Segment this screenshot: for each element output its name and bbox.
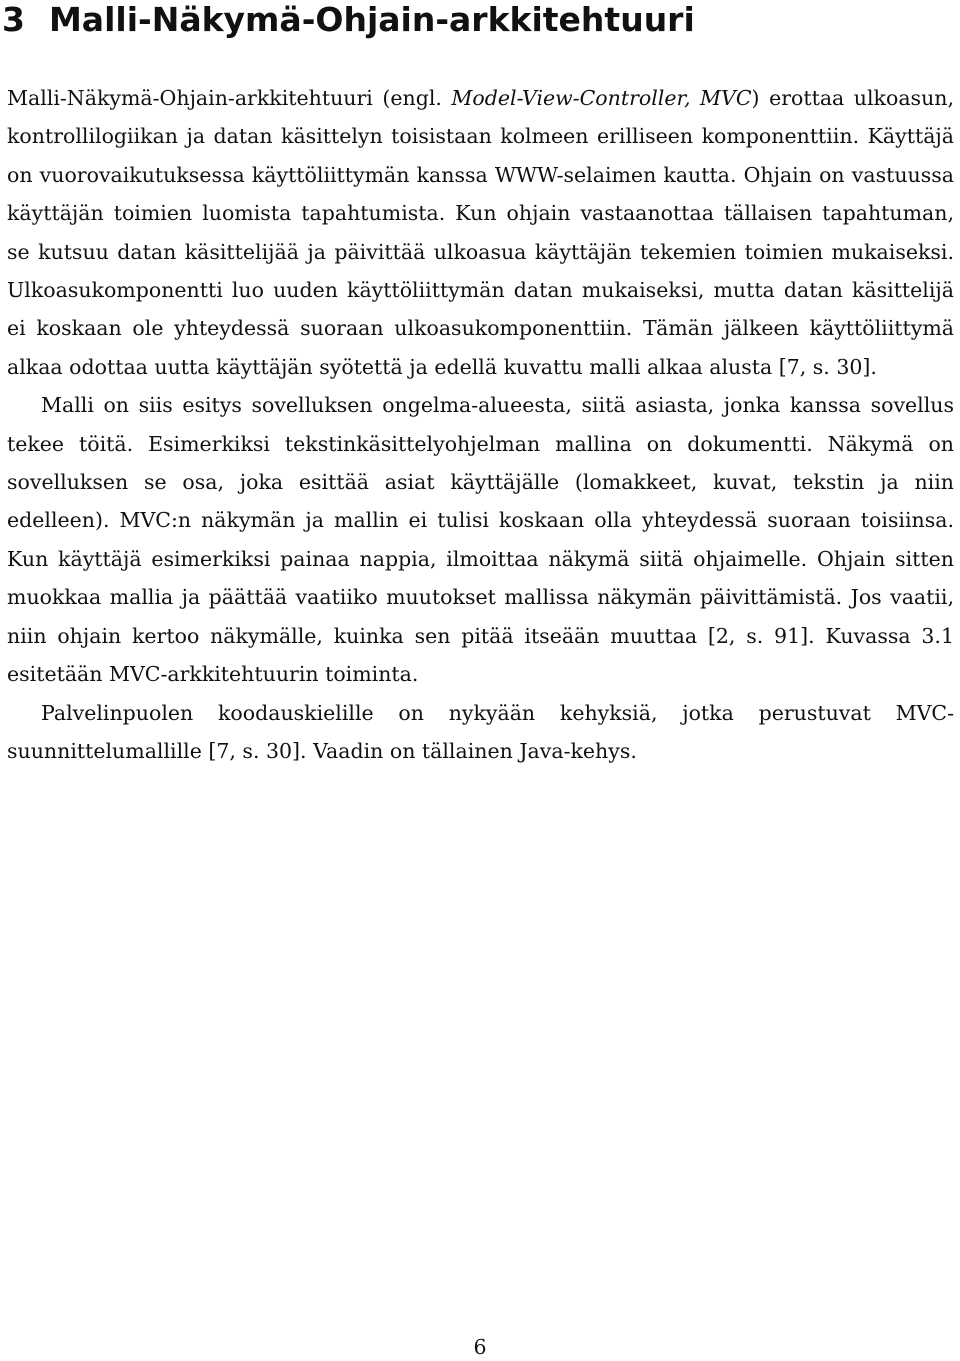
section-title: Malli-Näkymä-Ohjain-arkkitehtuuri: [48, 0, 695, 39]
paragraph-mvc-intro: [7, 79, 954, 386]
page-number: 6: [473, 1335, 487, 1359]
body-text: [7, 79, 954, 770]
mvc-english-term: Model-View-Controller, MVC: [451, 86, 752, 110]
paragraph-model-view: Malli on siis esitys sovelluksen ongelma-alueesta, siitä asiasta, jonka kanssa sovellus tekee töitä. Esimerkiksi tekstinkäsittelyohjelman mallina on dokumentti. Näkymä on sovelluksen se osa, joka esittää asiat käyttäjälle (lomakkeet, kuvat, tekstin ja niin edelleen). MVC:n näkymän ja mallin ei tulisi koskaan olla yhteydessä suoraan toisiinsa. Kun käyttäjä esimerkiksi painaa nappia, ilmoittaa näkymä siitä ohjaimelle. Ohjain sitten muokkaa mallia ja päättää vaatiiko muutokset mallissa näkymän päivittämistä. Jos vaatii, niin ohjain kertoo näkymälle, kuinka sen pitää itseään muuttaa [2, s. 91]. Kuvassa 3.1 esitetään MVC-arkkitehtuurin toiminta.: [7, 393, 954, 687]
paragraph-frameworks: Palvelinpuolen koodauskielille on nykyään kehyksiä, jotka perustuvat MVC-suunnittelumallille [7, s. 30]. Vaadin on tällainen Java-kehys.: [7, 700, 954, 763]
section-heading: [2, 0, 695, 40]
paragraph-intro-text: Malli-Näkymä-Ohjain-arkkitehtuuri (engl.: [7, 86, 452, 110]
section-number: 3: [2, 0, 25, 39]
paragraph-intro-continuation: ) erottaa ulkoasun, kontrollilogiikan ja datan käsittelyn toisistaan kolmeen erilliseen komponenttiin. Käyttäjä on vuorovaikutuksessa käyttöliittymän kanssa WWW-selaimen kautta. Ohjain on vastuussa käyttäjän toimien luomista tapahtumista. Kun ohjain vastaanottaa tällaisen tapahtuman, se kutsuu datan käsittelijää ja päivittää ulkoasua käyttäjän tekemien toimien mukaiseksi. Ulkoasukomponentti luo uuden käyttöliittymän datan mukaiseksi, mutta datan käsittelijä ei koskaan ole yhteydessä suoraan ulkoasukomponenttiin. Tämän jälkeen käyttöliittymä alkaa odottaa uutta käyttäjän syötettä ja edellä kuvattu malli alkaa alusta [7, s. 30].: [7, 86, 954, 379]
